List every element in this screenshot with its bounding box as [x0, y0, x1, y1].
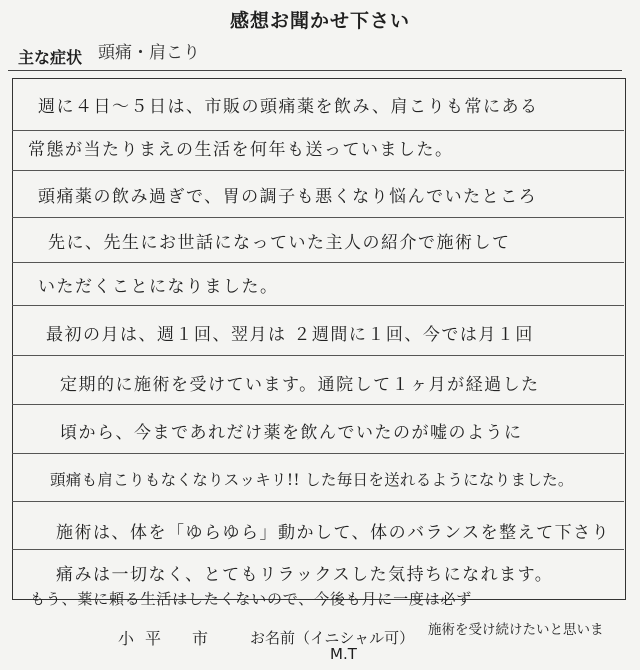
ruled-line — [12, 170, 624, 171]
handwritten-line: 頃から、今まであれだけ薬を飲んでいたのが嘘のように — [60, 423, 523, 443]
city-char-1: 小 — [118, 629, 135, 648]
ruled-line — [12, 130, 624, 131]
handwritten-line: 痛みは一切なく、とてもリラックスした気持ちになれます。 — [56, 565, 554, 585]
symptom-value: 頭痛・肩こり — [98, 43, 200, 63]
ruled-line — [12, 217, 624, 218]
handwritten-line: 週に４日～５日は、市販の頭痛薬を飲み、肩こりも常にある — [38, 97, 539, 117]
name-initials: M.T — [330, 645, 357, 663]
city-suffix: 市 — [192, 629, 209, 648]
handwritten-line: 頭痛も肩こりもなくなりスッキリ!! した毎日を送れるようになりました。 — [50, 471, 574, 489]
symptom-underline — [8, 70, 622, 71]
city-char-2: 平 — [145, 629, 162, 648]
ruled-line — [12, 453, 624, 454]
handwritten-continuation: 施術を受け続けたいと思いま — [428, 622, 604, 638]
handwritten-line: もう、薬に頼る生活はしたくないので、今後も月に一度は必ず — [30, 590, 473, 608]
ruled-line — [12, 355, 624, 356]
name-label: お名前（イニシャル可） — [250, 629, 415, 647]
handwritten-line: 施術は、体を「ゆらゆら」動かして、体のバランスを整えて下さり — [56, 523, 611, 543]
handwritten-line: 常態が当たりまえの生活を何年も送っていました。 — [28, 140, 454, 160]
ruled-line — [12, 404, 624, 405]
handwritten-line: 先に、先生にお世話になっていた主人の紹介で施術して — [48, 233, 511, 253]
ruled-line — [12, 501, 624, 502]
ruled-line — [12, 549, 624, 550]
handwritten-line: 定期的に施術を受けています。通院して１ヶ月が経過した — [60, 375, 540, 395]
handwritten-line: 頭痛薬の飲み過ぎで、胃の調子も悪くなり悩んでいたところ — [38, 187, 538, 207]
ruled-line — [12, 262, 624, 263]
ruled-line — [12, 305, 624, 306]
form-title: 感想お聞かせ下さい — [229, 10, 410, 32]
handwritten-line: 最初の月は、週１回、翌月は ２週間に１回、今では月１回 — [46, 325, 534, 345]
symptom-label: 主な症状 — [18, 48, 83, 67]
handwritten-line: いただくことになりました。 — [38, 277, 279, 297]
